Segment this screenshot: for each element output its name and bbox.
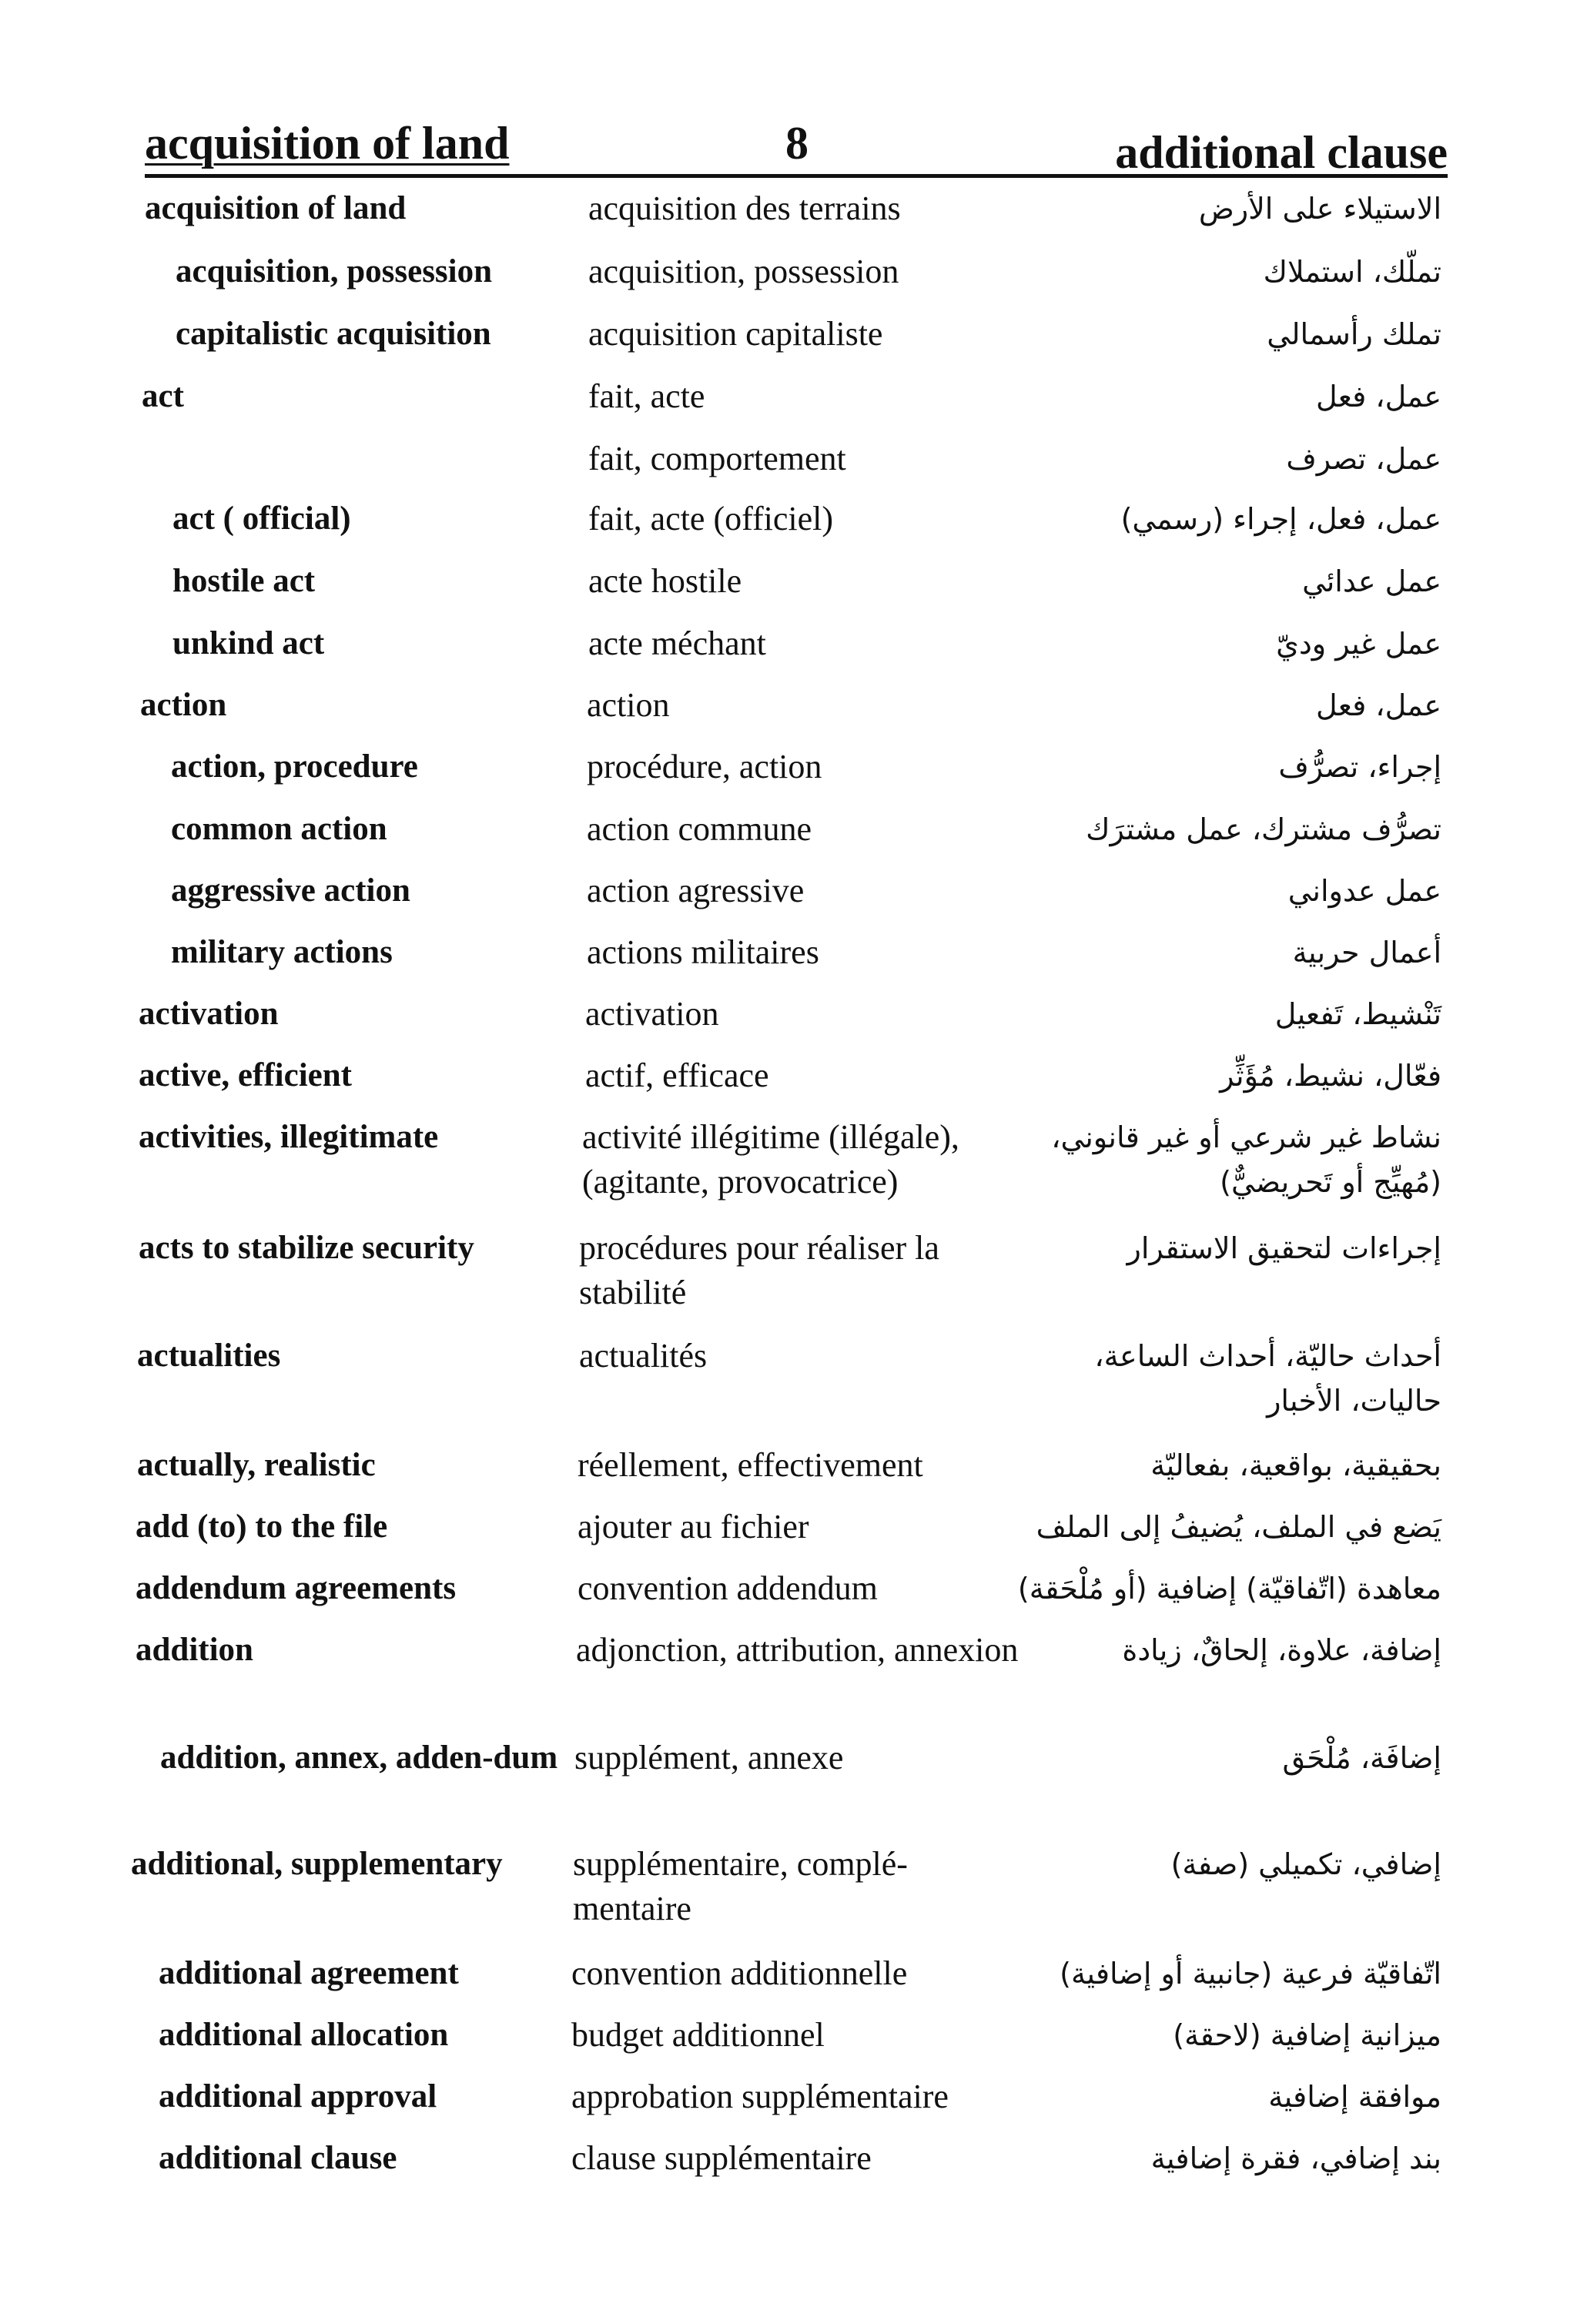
english-term: addendum agreements: [136, 1570, 457, 1606]
english-term: acquisition of land: [145, 190, 407, 226]
french-translation: fait, acte: [588, 377, 705, 415]
header-rule: [145, 174, 1448, 178]
arabic-translation: عمل، فعل: [1315, 380, 1441, 414]
english-term: acts to stabilize security: [139, 1230, 474, 1266]
arabic-translation: يَضع في الملف، يُضيفُ إلى الملف: [1036, 1510, 1441, 1544]
english-term: additional agreement: [159, 1955, 459, 1991]
english-term: additional approval: [159, 2078, 437, 2115]
french-translation: activation: [585, 995, 719, 1033]
english-term: actualities: [137, 1338, 281, 1374]
french-translation: action agressive: [587, 872, 805, 909]
page-number: 8: [785, 118, 809, 169]
french-translation: acte méchant: [588, 625, 766, 662]
french-translation: procédures pour réaliser la stabilité: [579, 1229, 939, 1311]
running-header: [145, 108, 1448, 179]
arabic-translation: تَنْشيط، تَفعيل: [1274, 997, 1441, 1031]
arabic-translation: إضافي، تكميلي (صفة): [1170, 1847, 1441, 1881]
arabic-translation: إجراءات لتحقيق الاستقرار: [1127, 1231, 1441, 1265]
french-translation: activité illégitime (illégale), (agitante, provocatrice): [582, 1118, 959, 1201]
arabic-translation: تملّك، استملاك: [1263, 255, 1441, 289]
french-translation: acquisition, possession: [588, 253, 899, 290]
arabic-translation: إضافة، علاوة، إلحاقٌ، زيادة: [1122, 1633, 1441, 1667]
english-term: aggressive action: [171, 872, 410, 909]
arabic-translation: أعمال حربية: [1292, 936, 1441, 969]
arabic-translation: عمل عدائي: [1302, 564, 1441, 598]
english-term: additional allocation: [159, 2017, 449, 2053]
french-translation: supplémentaire, complé-mentaire: [573, 1845, 908, 1927]
header-last-entry: additional clause: [1115, 127, 1448, 178]
french-translation: procédure, action: [587, 748, 822, 785]
arabic-translation: عمل عدواني: [1287, 874, 1441, 908]
english-term: capitalistic acquisition: [176, 316, 491, 352]
french-translation: fait, comportement: [588, 440, 846, 477]
arabic-translation: أحداث حاليّة، أحداث الساعة، حاليات، الأخبار: [1094, 1339, 1441, 1418]
french-translation: acquisition capitaliste: [588, 315, 883, 353]
english-term: military actions: [171, 934, 393, 970]
arabic-translation: بند إضافي، فقرة إضافية: [1150, 2141, 1441, 2175]
english-term: additional clause: [159, 2140, 397, 2176]
arabic-translation: إضافَة، مُلْحَق: [1282, 1741, 1441, 1775]
english-term: hostile act: [172, 563, 316, 599]
french-translation: convention additionnelle: [571, 1954, 908, 1992]
french-translation: convention addendum: [578, 1569, 878, 1607]
english-term: active, efficient: [139, 1057, 352, 1093]
english-term: action, procedure: [171, 748, 418, 785]
arabic-translation: عمل، فعل، إجراء (رسمي): [1120, 502, 1441, 536]
french-translation: actif, efficace: [585, 1057, 769, 1094]
english-term: addition: [136, 1632, 253, 1668]
header-first-entry: acquisition of land: [145, 118, 510, 169]
arabic-translation: عمل، تصرف: [1286, 442, 1441, 476]
french-translation: clause supplémentaire: [571, 2139, 872, 2177]
english-term: unkind act: [172, 625, 325, 661]
arabic-translation: عمل غير وديّ: [1276, 627, 1441, 661]
arabic-translation: ميزانية إضافية (لاحقة): [1173, 2018, 1441, 2052]
french-translation: supplément, annexe: [574, 1739, 844, 1776]
french-translation: action commune: [587, 810, 812, 848]
arabic-translation: تملك رأسمالي: [1267, 317, 1441, 351]
arabic-translation: نشاط غير شرعي أو غير قانوني، (مُهيِّج أو تَحريضيٌّ): [1051, 1120, 1441, 1199]
french-translation: budget additionnel: [571, 2016, 825, 2054]
english-term: actually, realistic: [137, 1447, 376, 1483]
french-translation: acquisition des terrains: [588, 189, 901, 227]
arabic-translation: عمل، فعل: [1315, 688, 1441, 722]
english-term: acquisition, possession: [176, 253, 493, 290]
english-term: activation: [139, 996, 279, 1032]
french-translation: acte hostile: [588, 562, 742, 600]
french-translation: fait, acte (officiel): [588, 500, 833, 537]
arabic-translation: إجراء، تصرُّف: [1278, 750, 1441, 784]
french-translation: actualités: [579, 1337, 708, 1375]
arabic-translation: الاستيلاء على الأرض: [1198, 192, 1441, 226]
french-translation: réellement, effectivement: [578, 1446, 923, 1484]
english-term: addition, annex, adden-dum: [160, 1740, 558, 1776]
arabic-translation: معاهدة (اتّفاقيّة) إضافية (أو مُلْحَقة): [1017, 1572, 1441, 1606]
arabic-translation: بحقيقية، بواقعية، بفعاليّة: [1150, 1448, 1441, 1482]
french-translation: approbation supplémentaire: [571, 2078, 949, 2115]
french-translation: ajouter au fichier: [578, 1508, 809, 1545]
arabic-translation: فعّال، نشيط، مُؤَثِّر: [1220, 1059, 1441, 1093]
english-term: additional, supplementary: [131, 1846, 503, 1882]
english-term: activities, illegitimate: [139, 1119, 439, 1155]
english-term: act: [142, 378, 184, 414]
french-translation: actions militaires: [587, 933, 819, 971]
english-term: act ( official): [172, 501, 351, 537]
english-term: add (to) to the file: [136, 1509, 388, 1545]
arabic-translation: اتّفاقيّة فرعية (جانبية أو إضافية): [1060, 1957, 1441, 1991]
arabic-translation: تصرُّف مشترك، عمل مشترَك: [1086, 812, 1441, 846]
english-term: action: [140, 687, 227, 723]
french-translation: adjonction, attribution, annexion: [576, 1631, 1019, 1669]
french-translation: action: [587, 686, 670, 724]
arabic-translation: موافقة إضافية: [1268, 2080, 1441, 2114]
english-term: common action: [171, 811, 387, 847]
